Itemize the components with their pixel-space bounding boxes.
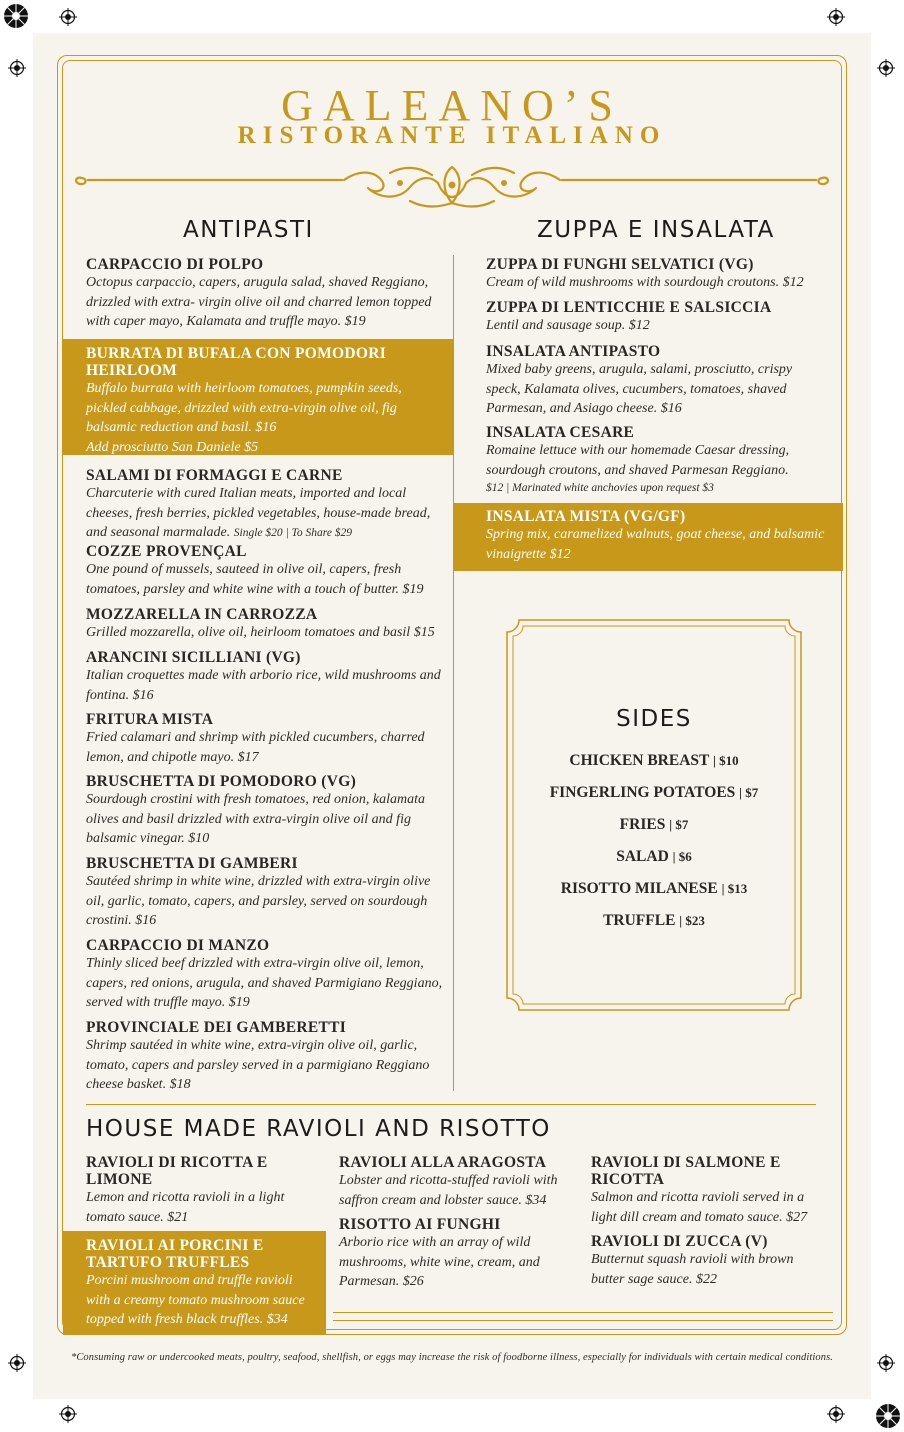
print-starburst-mark-top-left	[3, 3, 29, 29]
dish-description: Italian croquettes made with arborio rice, wild mushrooms and fontina. $16	[86, 668, 441, 703]
dish-name: PROVINCIALE DEI GAMBERETTI	[86, 1019, 347, 1036]
dish-name: RAVIOLI AI PORCINI E TARTUFO TRUFFLES	[86, 1237, 264, 1271]
dish-description: Sautéed shrimp in white wine, drizzled with extra-virgin olive oil, garlic, tomato, capers, and parsley, served on sourdough crostini. $16	[86, 874, 431, 928]
print-starburst-mark-bottom-right	[875, 1403, 901, 1429]
side-item: TRUFFLE | $23	[603, 912, 705, 929]
dish-insalata-cesare	[486, 424, 816, 496]
dish-name: RAVIOLI ALLA ARAGOSTA	[339, 1154, 547, 1171]
dish-description: Octopus carpaccio, capers, arugula salad, shaved Reggiano, drizzled with extra- virgin olive oil and charred lemon topped with caper mayo, Kalamata and truffle mayo. $19	[86, 275, 432, 329]
side-item: CHICKEN BREAST | $10	[569, 752, 739, 769]
dish-description: Salmon and ricotta ravioli served in a light dill cream and tomato sauce. $27	[591, 1190, 808, 1225]
dish-cozze-provencal	[86, 543, 446, 599]
health-disclaimer: *Consuming raw or undercooked meats, poultry, seafood, shellfish, or eggs may increase the risk of foodborne illness, especially for individuals with certain medical conditions.	[70, 1352, 834, 1363]
restaurant-name: GALEANO’S	[281, 81, 623, 130]
side-price: | $7	[739, 785, 759, 800]
side-price: | $7	[669, 817, 689, 832]
dish-ravioli-di-salmone	[591, 1154, 826, 1227]
side-price: | $13	[721, 881, 748, 896]
dish-price-note: $12 | Marinated white anchovies upon request $3	[486, 482, 714, 494]
dish-price-note: Single $20 | To Share $29	[233, 527, 353, 539]
dish-name: COZZE PROVENÇAL	[86, 543, 247, 560]
dish-ravioli-ai-porcini	[86, 1237, 316, 1330]
featured-dish-box	[63, 1231, 326, 1335]
dish-name: INSALATA ANTIPASTO	[486, 343, 661, 360]
side-price: | $23	[679, 913, 705, 928]
section-title-ravioli-risotto: HOUSE MADE RAVIOLI AND RISOTTO	[86, 1116, 551, 1142]
dish-name: ARANCINI SICILLIANI (VG)	[86, 649, 301, 666]
side-item: FRIES | $7	[619, 816, 689, 833]
sides-frame	[505, 618, 803, 1012]
registration-mark-icon	[8, 1354, 26, 1372]
dish-name: RAVIOLI DI ZUCCA (V)	[591, 1233, 768, 1250]
dish-mozzarella-in-carrozza	[86, 606, 446, 643]
dish-ravioli-alla-aragosta	[339, 1154, 574, 1210]
dish-carpaccio-di-manzo	[86, 937, 446, 1013]
dish-salami-di-formaggi	[86, 467, 446, 544]
side-item: RISOTTO MILANESE | $13	[560, 880, 748, 897]
featured-dish-box	[453, 503, 843, 571]
registration-mark-icon	[877, 1354, 895, 1372]
dish-name: FRITURA MISTA	[86, 711, 214, 728]
dish-zuppa-di-funghi	[486, 256, 826, 293]
restaurant-subtitle: RISTORANTE ITALIANO	[237, 122, 667, 149]
section-title-antipasti: ANTIPASTI	[183, 217, 314, 243]
dish-fritura-mista	[86, 711, 446, 767]
dish-name: BURRATA DI BUFALA CON POMODORI HEIRLOOM	[86, 345, 387, 379]
dish-description: Porcini mushroom and truffle ravioli with a creamy tomato mushroom sauce topped with fresh black truffles. $34	[86, 1273, 305, 1327]
column-divider	[453, 255, 454, 1091]
dish-name: BRUSCHETTA DI POMODORO (VG)	[86, 773, 357, 790]
dish-description: One pound of mussels, sauteed in olive oil, capers, fresh tomatoes, parsley and white wine with a touch of butter. $19	[86, 562, 424, 597]
dish-description: Sourdough crostini with fresh tomatoes, red onion, kalamata olives and basil drizzled with extra-virgin olive oil and fig balsamic vinegar. $10	[86, 792, 425, 846]
dish-description: Romaine lettuce with our homemade Caesar dressing, sourdough croutons, and shaved Parmesan Reggiano.	[486, 443, 790, 478]
dish-addon: Add prosciutto San Daniele $5	[86, 439, 259, 455]
dish-name: CARPACCIO DI POLPO	[86, 256, 264, 273]
dish-name: CARPACCIO DI MANZO	[86, 937, 270, 954]
registration-mark-icon	[59, 8, 77, 26]
dish-burrata-di-bufala	[86, 345, 436, 457]
section-title-sides: SIDES	[616, 706, 692, 732]
dish-description: Lentil and sausage soup. $12	[486, 318, 650, 333]
dish-description: Fried calamari and shrimp with pickled cucumbers, charred lemon, and chipotle mayo. $17	[86, 730, 425, 765]
dish-description: Grilled mozzarella, olive oil, heirloom tomatoes and basil $15	[86, 625, 435, 640]
dish-description: Mixed baby greens, arugula, salami, prosciutto, crispy speck, Kalamata olives, cucumbers, tomatoes, shaved Parmesan, and Asiago cheese. $16	[486, 362, 793, 416]
dish-description: Buffalo burrata with heirloom tomatoes, pumpkin seeds, pickled cabbage, drizzled with extra-virgin olive oil, fig balsamic reduction and basil. $16	[86, 381, 402, 435]
dish-description: Cream of wild mushrooms with sourdough croutons. $12	[486, 275, 804, 290]
dish-description: Thinly sliced beef drizzled with extra-virgin olive oil, lemon, capers, red onions, arugula, and shaved Parmigiano Reggiano, served with truffle mayo. $19	[86, 956, 443, 1010]
registration-mark-icon	[877, 59, 895, 77]
dish-ravioli-di-ricotta	[86, 1154, 301, 1227]
featured-dish-box	[63, 339, 453, 455]
dish-name: BRUSCHETTA DI GAMBERI	[86, 855, 298, 872]
side-price: | $10	[712, 753, 739, 768]
dish-description: Spring mix, caramelized walnuts, goat cheese, and balsamic vinaigrette $12	[486, 527, 825, 562]
registration-mark-icon	[8, 59, 26, 77]
dish-bruschetta-di-pomodoro	[86, 773, 446, 849]
dish-bruschetta-di-gamberi	[86, 855, 446, 931]
dish-risotto-ai-funghi	[339, 1216, 564, 1292]
section-divider	[333, 1312, 833, 1313]
side-price: | $6	[672, 849, 692, 864]
registration-mark-icon	[827, 8, 845, 26]
dish-description: Shrimp sautéed in white wine, extra-virgin olive oil, garlic, tomato, capers and parsley served in a parmigiano Reggiano cheese basket. $18	[86, 1038, 430, 1092]
dish-provinciale-dei-gamberetti	[86, 1019, 446, 1095]
section-divider	[86, 1104, 816, 1105]
dish-name: MOZZARELLA IN CARROZZA	[86, 606, 318, 623]
dish-name: ZUPPA DI LENTICCHIE E SALSICCIA	[486, 299, 772, 316]
side-item: SALAD | $6	[616, 848, 692, 865]
dish-description: Lemon and ricotta ravioli in a light tomato sauce. $21	[86, 1190, 285, 1225]
dish-ravioli-di-zucca	[591, 1233, 826, 1289]
registration-mark-icon	[827, 1405, 845, 1423]
dish-name: ZUPPA DI FUNGHI SELVATICI (VG)	[486, 256, 754, 273]
flourish-ornament-icon	[70, 163, 834, 213]
dish-arancini-sicilliani	[86, 649, 446, 705]
section-divider	[333, 1320, 833, 1321]
registration-mark-icon	[59, 1405, 77, 1423]
dish-name: RISOTTO AI FUNGHI	[339, 1216, 501, 1233]
dish-insalata-mista	[486, 508, 826, 564]
dish-name: SALAMI DI FORMAGGI E CARNE	[86, 467, 343, 484]
dish-name: RAVIOLI DI RICOTTA E LIMONE	[86, 1154, 268, 1188]
dish-name: INSALATA MISTA (VG/GF)	[486, 508, 686, 525]
side-item: FINGERLING POTATOES | $7	[549, 784, 759, 801]
dish-description: Butternut squash ravioli with brown butter sage sauce. $22	[591, 1252, 794, 1287]
dish-name: INSALATA CESARE	[486, 424, 635, 441]
section-title-zuppa-insalata: ZUPPA E INSALATA	[537, 217, 775, 243]
dish-name: RAVIOLI DI SALMONE E RICOTTA	[591, 1154, 781, 1188]
dish-description: Lobster and ricotta-stuffed ravioli with saffron cream and lobster sauce. $34	[339, 1173, 558, 1208]
dish-description: Arborio rice with an array of wild mushrooms, white wine, cream, and Parmesan. $26	[339, 1235, 540, 1289]
dish-description: Charcuterie with cured Italian meats, imported and local cheeses, fresh berries, pickled vegetables, house-made bread, and seasonal marmalade. Single $20 | To Share $29	[86, 486, 431, 540]
dish-insalata-antipasto	[486, 343, 816, 419]
dish-carpaccio-di-polpo	[86, 256, 446, 332]
dish-zuppa-di-lenticchie	[486, 299, 826, 336]
